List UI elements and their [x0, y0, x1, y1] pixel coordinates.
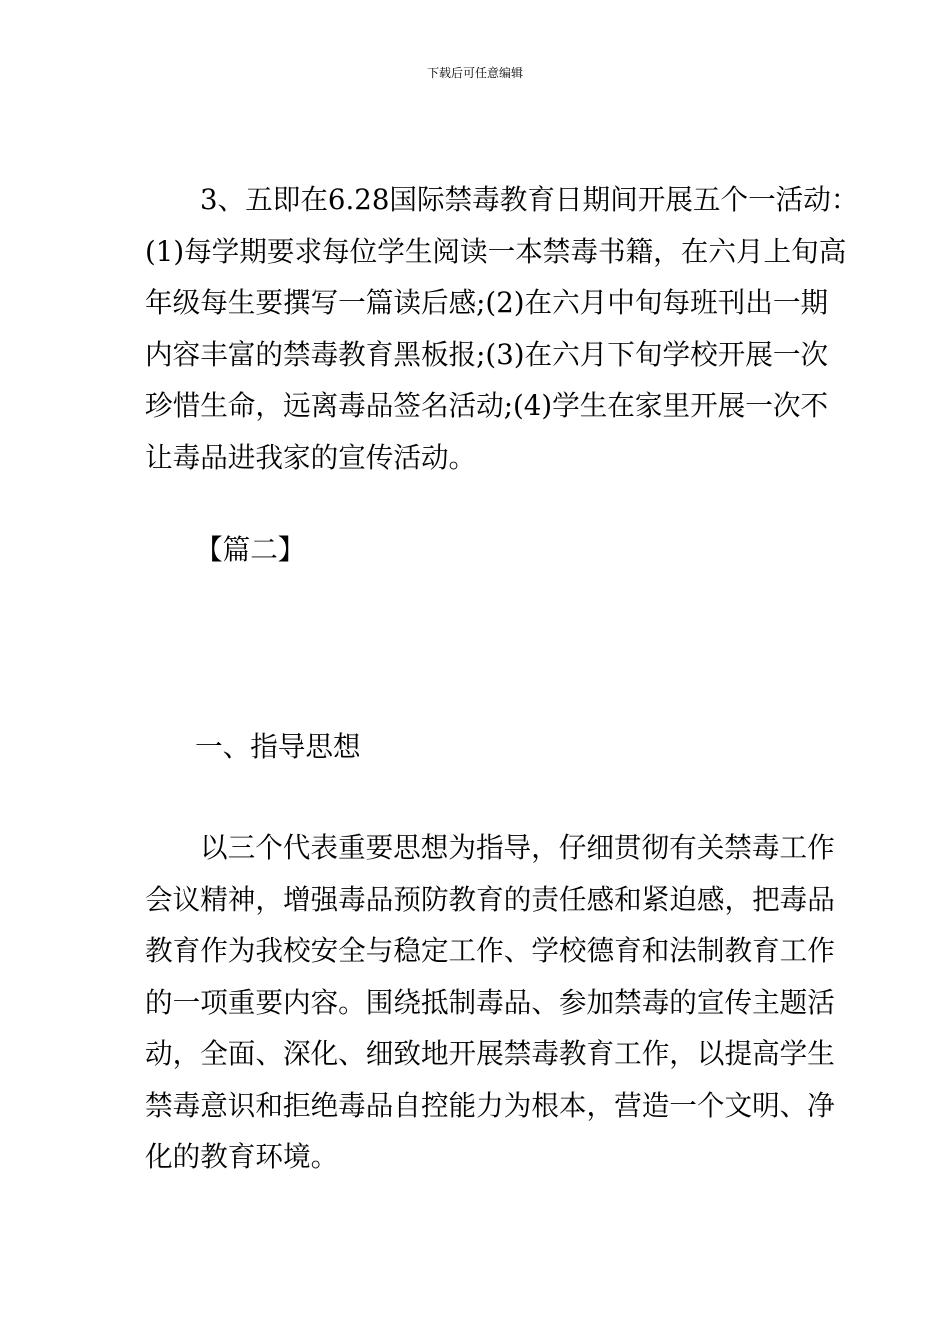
paragraph-line: 会议精神，增强毒品预防教育的责任感和紧迫感，把毒品 — [145, 882, 835, 916]
section-heading: 一、指导思想 — [195, 730, 361, 763]
paragraph-activities — [145, 174, 859, 483]
paragraph-line: 年级每生要撰写一篇读后感;(2)在六月中旬每班刊出一期 — [145, 286, 829, 319]
paragraph-line: 珍惜生命，远离毒品签名活动;(4)学生在家里开展一次不 — [145, 389, 829, 422]
paragraph-line: 的一项重要内容。围绕抵制毒品、参加禁毒的宣传主题活 — [145, 985, 835, 1019]
page-header: 下载后可任意编辑 — [426, 66, 523, 80]
paragraph-line: 让毒品进我家的宣传活动。 — [145, 440, 477, 474]
paragraph-line: 教育作为我校安全与稳定工作、学校德育和法制教育工作 — [145, 934, 835, 967]
paragraph-line: 以三个代表重要思想为指导，仔细贯彻有关禁毒工作 — [200, 831, 835, 864]
paragraph-guiding-thought — [145, 822, 835, 1183]
paragraph-line: (1)每学期要求每位学生阅读一本禁毒书籍，在六月上旬高 — [145, 234, 847, 268]
paragraph-line: 化的教育环境。 — [145, 1140, 339, 1173]
paragraph-line: 3、五即在6.28国际禁毒教育日期间开展五个一活动： — [200, 183, 859, 216]
paragraph-line: 内容丰富的禁毒教育黑板报;(3)在六月下旬学校开展一次 — [145, 337, 829, 371]
paragraph-line: 动，全面、深化、细致地开展禁毒教育工作，以提高学生 — [145, 1037, 835, 1070]
paragraph-line: 禁毒意识和拒绝毒品自控能力为根本，营造一个文明、净 — [145, 1088, 835, 1122]
chapter-heading: 【篇二】 — [195, 533, 306, 566]
